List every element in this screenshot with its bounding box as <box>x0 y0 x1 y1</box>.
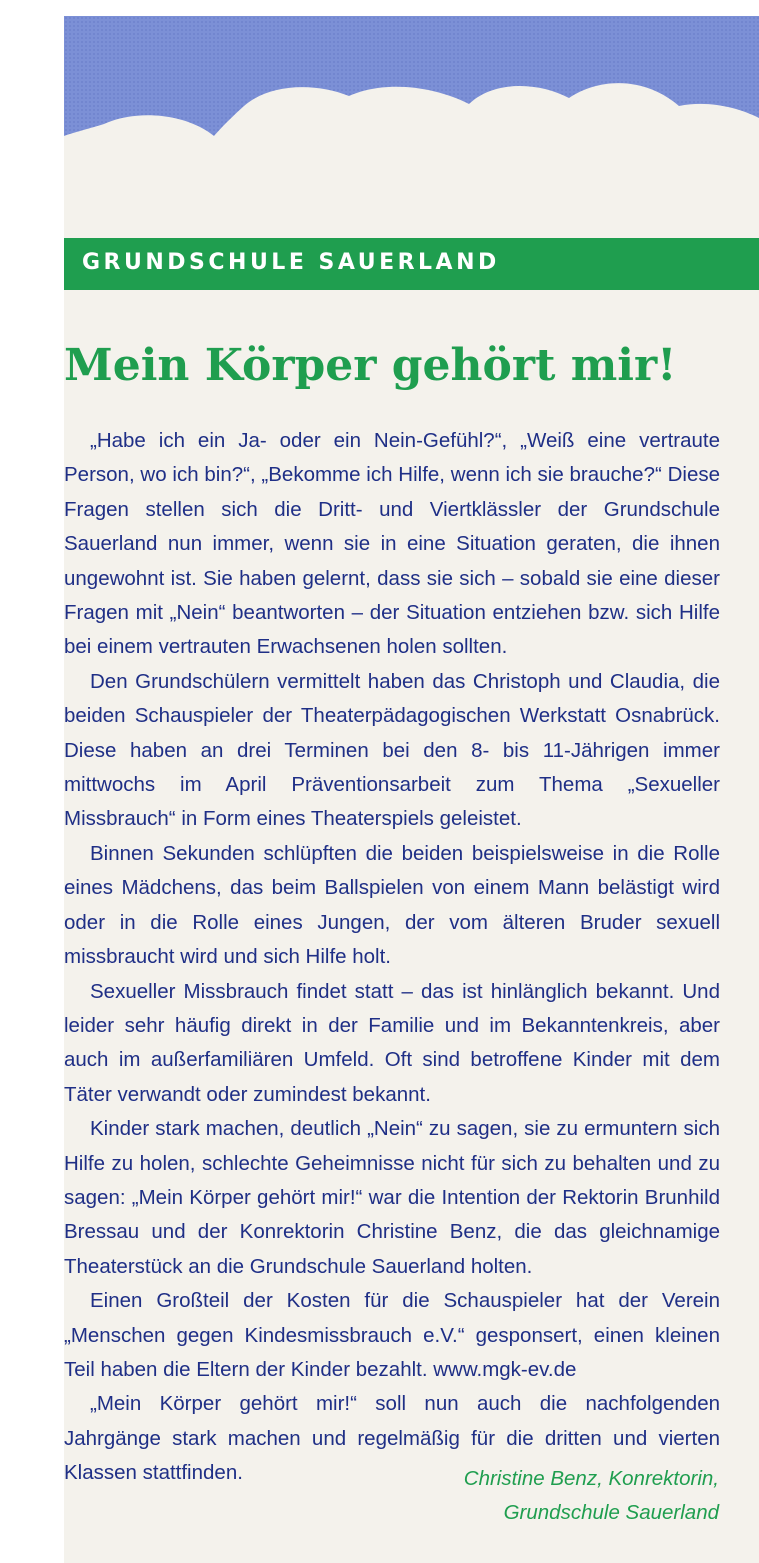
newsletter-page <box>64 16 759 1563</box>
section-label: GRUNDSCHULE SAUERLAND <box>82 250 500 275</box>
article-body <box>64 424 720 1491</box>
paragraph: Sexueller Missbrauch findet statt – das ist hinlänglich bekannt. Und leider sehr häufig direkt in der Familie und im Bekanntenkreis, aber auch im außerfamiliären Umfeld. Oft sind betroffene Kinder mit dem Täter verwandt oder zumindest bekannt. <box>64 979 720 1106</box>
paragraph: Binnen Sekunden schlüpften die beiden beispielsweise in die Rolle eines Mädchens, das beim Ballspielen von einem Mann belästigt wird oder in die Rolle eines Jungen, der vom älteren Bruder sexuell missbraucht wird und sich Hilfe holt. <box>64 841 720 969</box>
section-header-bar <box>64 238 759 290</box>
paragraph: Kinder stark machen, deutlich „Nein“ zu sagen, sie zu ermuntern sich Hilfe zu holen, schlechte Geheimnisse nicht für sich zu behalten und zu sagen: „Mein Körper gehört mir!“ war die Intention der Rektorin Brunhild Bressau und der Konrektorin Christine Benz, die das gleichnamige Theaterstück an die Grundschule Sauerland holten. <box>64 1117 720 1278</box>
banner-graphic <box>64 16 759 156</box>
paragraph: Einen Großteil der Kosten für die Schauspieler hat der Verein „Menschen gegen Kindesmissbrauch e.V.“ gesponsert, einen kleinen Teil haben die Eltern der Kinder bezahlt. www.mgk-ev.de <box>64 1289 720 1381</box>
paragraph: „Mein Körper gehört mir!“ soll nun auch die nachfolgenden Jahrgänge stark machen und regelmäßig für die dritten und vierten Klassen stattfinden. <box>64 1392 720 1485</box>
signature-line-school: Grundschule Sauerland <box>503 1501 719 1524</box>
paragraph: Den Grundschülern vermittelt haben das Christoph und Claudia, die beiden Schauspieler der Theaterpädagogischen Werkstatt Osnabrück. Diese haben an drei Terminen bei den 8- bis 11-Jährigen immer mittwochs im April Präventionsarbeit zum Thema „Sexueller Missbrauch“ in Form eines Theaterspiels geleistet. <box>64 669 720 831</box>
article-headline: Mein Körper gehört mir! <box>64 340 677 391</box>
author-signature <box>464 1462 719 1530</box>
signature-line-author: Christine Benz, Konrektorin, <box>463 1467 719 1490</box>
paragraph: „Habe ich ein Ja- oder ein Nein-Gefühl?“, „Weiß eine vertraute Person, wo ich bin?“, „Bekomme ich Hilfe, wenn ich sie brauche?“ Diese Fragen stellen sich die Dritt- und Viertklässler der Grundschule Sauerland nun immer, wenn sie in eine Situation geraten, die ihnen ungewohnt ist. Sie haben gelernt, dass sie sich – sobald sie eine dieser Fragen mit „Nein“ beantworten – der Situation entziehen bzw. sich Hilfe bei einem vertrauten Erwachsenen holen sollten. <box>64 429 720 659</box>
